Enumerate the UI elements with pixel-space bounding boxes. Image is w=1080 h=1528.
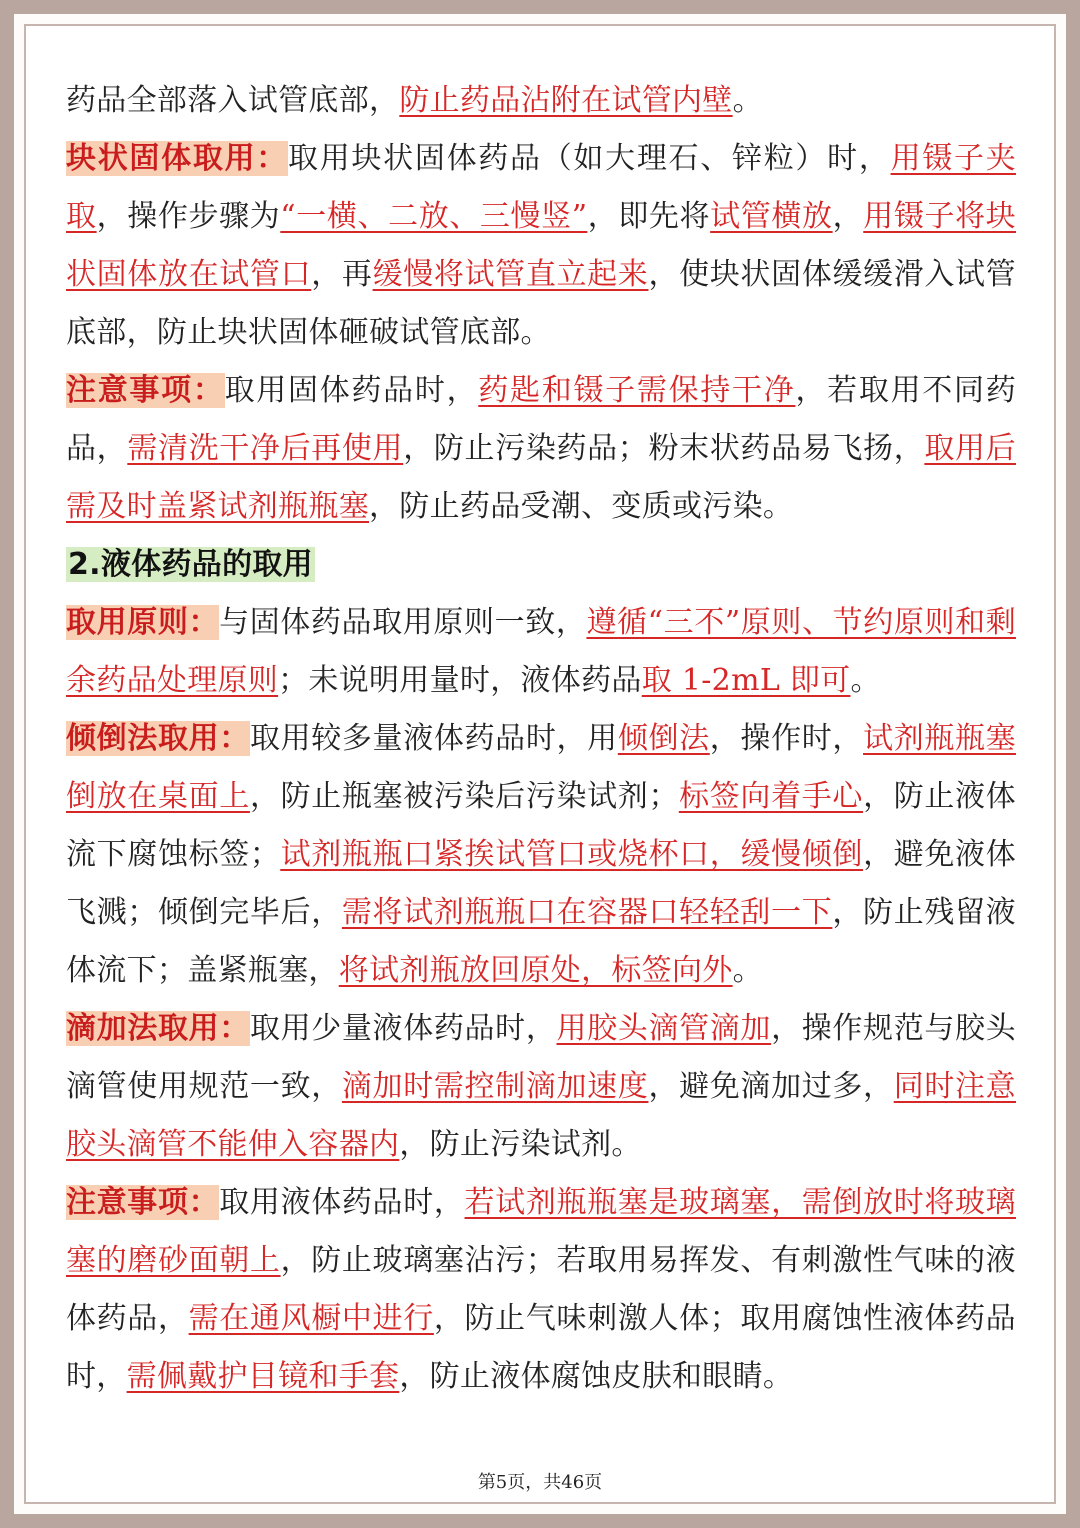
key-point-underlined: 试剂瓶瓶口紧挨试管口或烧杯口，缓慢倾倒 [280, 837, 864, 872]
body-text: 。 [732, 83, 763, 118]
body-text: 。 [732, 953, 763, 988]
body-text: 取用较多量液体药品时，用 [249, 721, 618, 756]
key-point-underlined: 取 1-2mL 即可 [641, 663, 851, 698]
body-text: 。 [850, 663, 881, 698]
body-text: ，操作规范与胶头滴管使用规范一致， [66, 1011, 1016, 1104]
body-text: ，使块状固体缓缓滑入试管底部，防止块状固体砸破试管底部。 [66, 257, 1016, 350]
body-text: ，再 [311, 257, 373, 292]
body-text: 药品全部落入试管底部， [66, 83, 400, 118]
body-text: ，避免液体飞溅；倾倒完毕后， [66, 837, 1017, 930]
paragraph-p4 [66, 594, 1016, 710]
body-text: ，操作步骤为 [96, 199, 281, 234]
body-text: ，避免滴加过多， [648, 1069, 894, 1104]
body-text: ，防止气味刺激人体；取用腐蚀性液体药品时， [66, 1301, 1016, 1394]
body-text: ，防止残留液体流下；盖紧瓶塞， [66, 895, 1016, 988]
body-text: ，防止玻璃塞沾污；若取用易挥发、有刺激性气味的液体药品， [66, 1243, 1016, 1336]
key-point-underlined: 需清洗干净后再使用 [127, 431, 404, 466]
body-text: 取用少量液体药品时， [249, 1011, 557, 1046]
paragraph-p1 [66, 130, 1016, 362]
key-point-underlined: 同时注意胶头滴管不能伸入容器内 [66, 1069, 1016, 1162]
paragraph-p2 [66, 362, 1016, 536]
key-point-underlined: 倾倒法 [617, 721, 710, 756]
topic-label: 倾倒法取用： [66, 721, 250, 756]
key-point-underlined: 试管横放 [710, 199, 833, 234]
body-text: ，防止液体流下腐蚀标签； [66, 779, 1016, 872]
body-text: 取用固体药品时， [224, 373, 479, 408]
body-text: ，防止污染试剂。 [399, 1127, 642, 1162]
page-number-footer: 第5页，共46页 [477, 1472, 603, 1493]
document-body [66, 72, 1016, 1406]
body-text: 取用液体药品时， [219, 1185, 465, 1220]
section-heading: 2.液体药品的取用 [68, 547, 313, 582]
paragraph-p0 [66, 72, 1016, 130]
topic-label: 块状固体取用： [66, 141, 288, 176]
paragraph-p6 [66, 1000, 1016, 1174]
body-text: ，防止液体腐蚀皮肤和眼睛。 [399, 1359, 794, 1394]
body-text: ，操作时， [709, 721, 864, 756]
body-text: ， [832, 199, 864, 234]
key-point-underlined: 若试剂瓶瓶塞是玻璃塞，需倒放时将玻璃塞的磨砂面朝上 [66, 1185, 1016, 1278]
topic-label: 注意事项： [66, 373, 225, 408]
body-text: ，防止药品受潮、变质或污染。 [369, 489, 794, 524]
key-point-underlined: 防止药品沾附在试管内壁 [399, 83, 733, 118]
body-text: ，若取用不同药品， [66, 373, 1017, 466]
key-point-underlined: 用镊子夹取 [66, 141, 1017, 234]
body-text: 与固体药品取用原则一致， [219, 605, 587, 640]
topic-label: 取用原则： [66, 605, 220, 640]
key-point-underlined: 取用后需及时盖紧试剂瓶瓶塞 [66, 431, 1016, 524]
paragraph-p3 [66, 536, 1016, 594]
topic-label: 滴加法取用： [66, 1011, 250, 1046]
key-point-underlined: 滴加时需控制滴加速度 [341, 1069, 649, 1104]
key-point-underlined: 缓慢将试管直立起来 [372, 257, 649, 292]
key-point-underlined: 遵循“三不”原则、节约原则和剩余药品处理原则 [66, 605, 1016, 698]
key-point-underlined: 用胶头滴管滴加 [556, 1011, 772, 1046]
key-point-underlined: 用镊子将块状固体放在试管口 [66, 199, 1016, 292]
paragraph-p5 [66, 710, 1016, 1000]
body-text: ，防止污染药品；粉末状药品易飞扬， [403, 431, 925, 466]
key-point-underlined: 药匙和镊子需保持干净 [478, 373, 796, 408]
key-point-underlined: 试剂瓶瓶塞倒放在桌面上 [66, 721, 1016, 814]
key-point-underlined: 需在通风橱中进行 [188, 1301, 434, 1336]
key-point-underlined: 标签向着手心 [678, 779, 864, 814]
key-point-underlined: 需佩戴护目镜和手套 [126, 1359, 400, 1394]
key-point-underlined: 需将试剂瓶瓶口在容器口轻轻刮一下 [341, 895, 833, 930]
body-text: ，即先将 [587, 199, 711, 234]
body-text: ；未说明用量时，液体药品 [278, 663, 642, 698]
paragraph-p7 [66, 1174, 1016, 1406]
key-point-underlined: “一横、二放、三慢竖” [280, 199, 588, 234]
key-point-underlined: 将试剂瓶放回原处，标签向外 [338, 953, 733, 988]
body-text: 取用块状固体药品（如大理石、锌粒）时， [288, 141, 891, 176]
topic-label: 注意事项： [66, 1185, 220, 1220]
body-text: ，防止瓶塞被污染后污染试剂； [249, 779, 679, 814]
